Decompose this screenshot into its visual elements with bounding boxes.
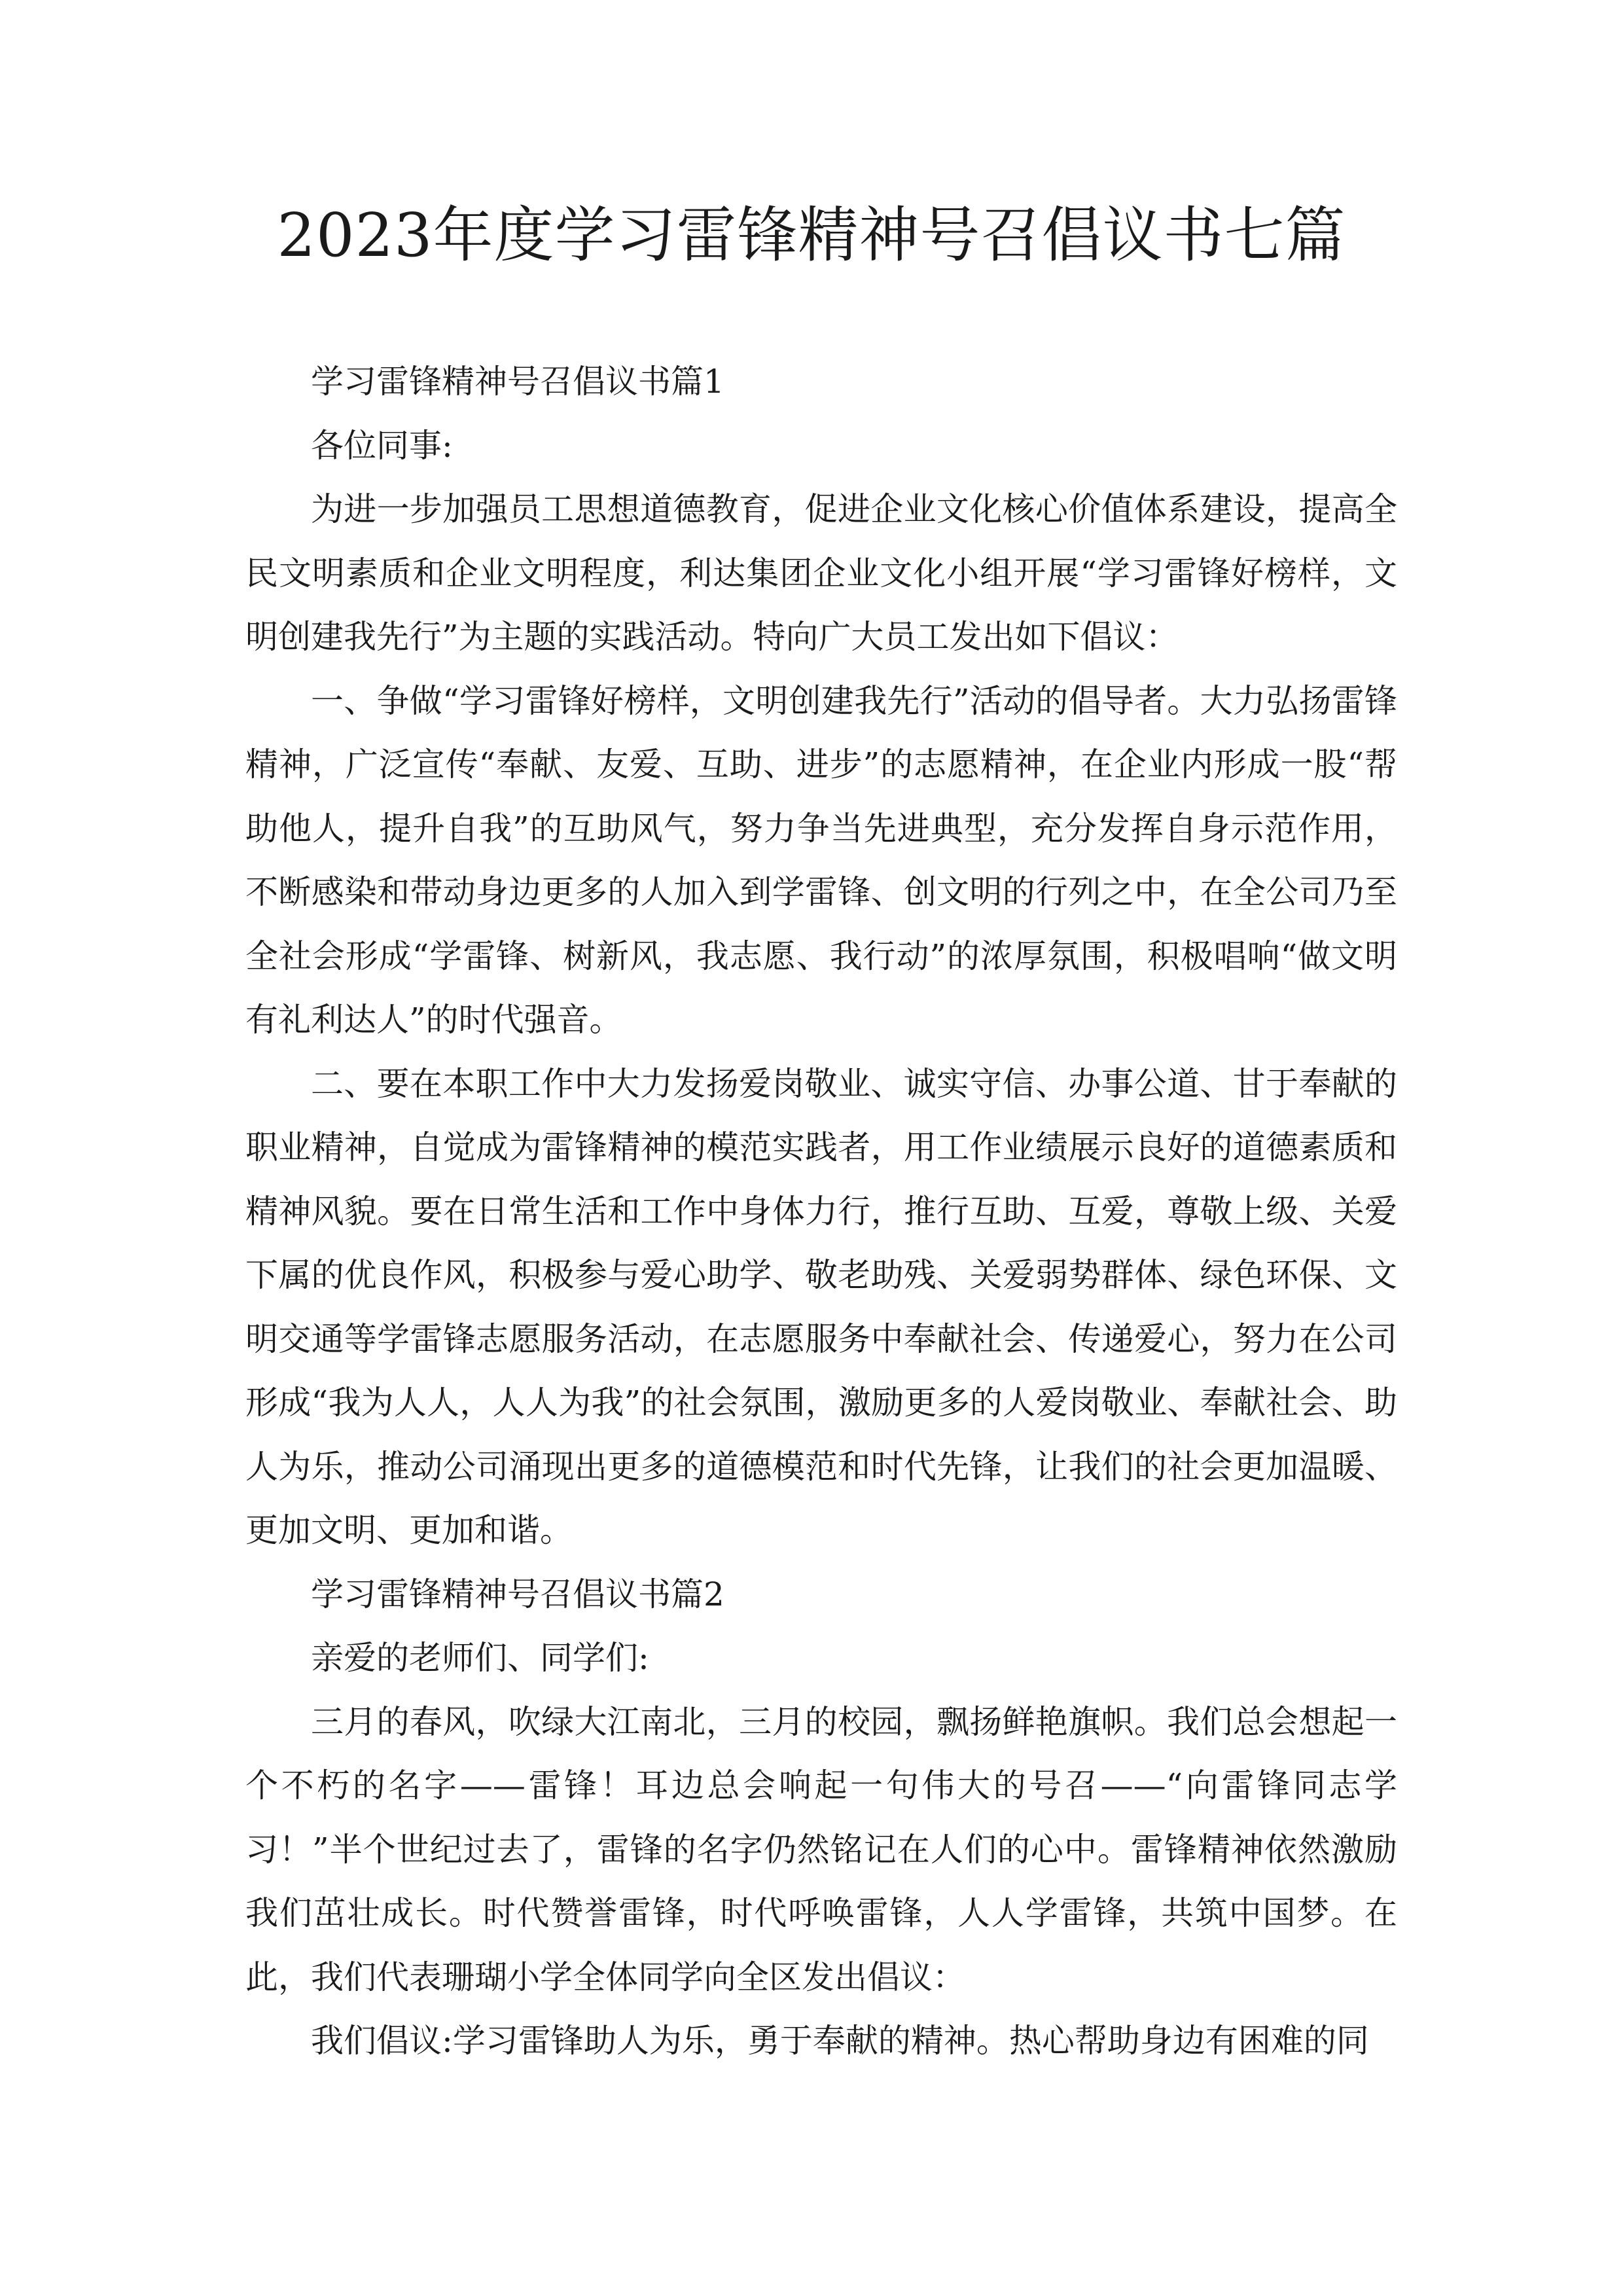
paragraph-point-2: 二、要在本职工作中大力发扬爱岗敬业、诚实守信、办事公道、甘于奉献的职业精神，自觉成为雷锋精神的模范实践者，用工作业绩展示良好的道德素质和精神风貌。要在日常生活和工作中身体力行，推行互助、互爱，尊敬上级、关爱下属的优良作风，积极参与爱心助学、敬老助残、关爱弱势群体、绿色环保、文明交通等学雷锋志愿服务活动，在志愿服务中奉献社会、传递爱心，努力在公司形成“我为人人，人人为我”的社会氛围，激励更多的人爱岗敬业、奉献社会、助人为乐，推动公司涌现出更多的道德模范和时代先锋，让我们的社会更加温暖、更加文明、更加和谐。 — [245, 1064, 1397, 1549]
salutation-1: 各位同事: — [311, 426, 453, 465]
paragraph-intro: 为进一步加强员工思想道德教育，促进企业文化核心价值体系建设，提高全民文明素质和企业文明程度，利达集团企业文化小组开展“学习雷锋好榜样，文明创建我先行”为主题的实践活动。特向广大员工发出如下倡议： — [245, 490, 1397, 656]
paragraph-march: 三月的春风，吹绿大江南北，三月的校园，飘扬鲜艳旗帜。我们总会想起一个不朽的名字——雷锋！耳边总会响起一句伟大的号召——“向雷锋同志学习！”半个世纪过去了，雷锋的名字仍然铭记在人们的心中。雷锋精神依然激励我们茁壮成长。时代赞誉雷锋，时代呼唤雷锋，人人学雷锋，共筑中国梦。在此，我们代表珊瑚小学全体同学向全区发出倡议： — [245, 1702, 1397, 1996]
document-body — [245, 350, 1397, 2073]
salutation-2: 亲爱的老师们、同学们: — [311, 1639, 649, 1677]
paragraph-point-1: 一、争做“学习雷锋好榜样，文明创建我先行”活动的倡导者。大力弘扬雷锋精神，广泛宣传“奉献、友爱、互助、进步”的志愿精神，在企业内形成一股“帮助他人，提升自我”的互助风气，努力争当先进典型，充分发挥自身示范作用，不断感染和带动身边更多的人加入到学雷锋、创文明的行列之中，在全公司乃至全社会形成“学雷锋、树新风，我志愿、我行动”的浓厚氛围，积极唱响“做文明有礼利达人”的时代强音。 — [245, 681, 1397, 1039]
section-heading-2: 学习雷锋精神号召倡议书篇2 — [311, 1575, 724, 1613]
section-heading-1: 学习雷锋精神号召倡议书篇1 — [311, 363, 724, 401]
document-title: 2023年度学习雷锋精神号召倡议书七篇 — [277, 200, 1346, 270]
paragraph-proposal: 我们倡议:学习雷锋助人为乐，勇于奉献的精神。热心帮助身边有困难的同 — [311, 2022, 1369, 2060]
